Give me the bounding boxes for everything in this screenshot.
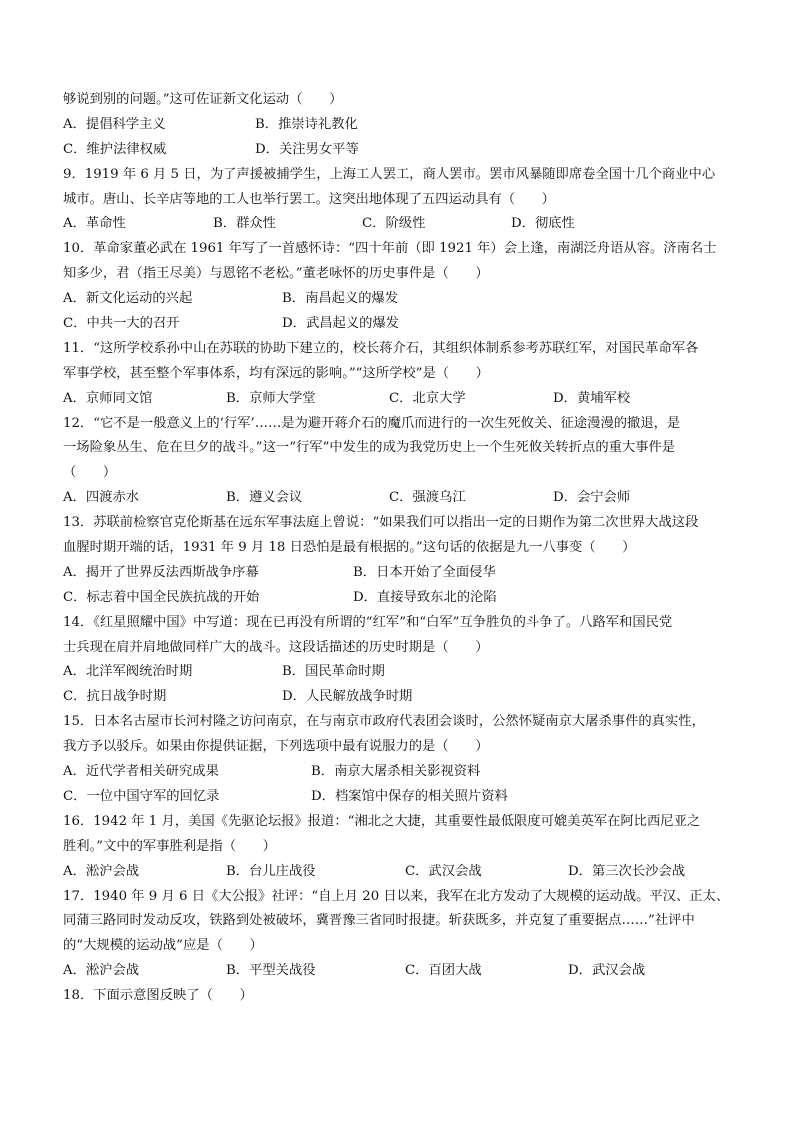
- q13-stem-line-2: 血腥时期开端的话，1931 年 9 月 18 日恐怕是最有根据的。”这句话的依据是九一八事变（ ）: [63, 540, 636, 556]
- q10-options-row-1: [63, 287, 743, 312]
- q11-option-d[interactable]: D．黄埔军校: [553, 390, 631, 406]
- q16-stem-line-2: 胜利。”文中的军事胜利是指（ ）: [63, 838, 276, 854]
- q15-option-a[interactable]: A．近代学者相关研究成果: [63, 764, 219, 780]
- q13-option-a[interactable]: A．揭开了世界反法西斯战争序幕: [63, 564, 259, 580]
- q12-option-b[interactable]: B．遵义会议: [226, 490, 303, 506]
- q13-options-row-2: [63, 586, 743, 611]
- q12-option-a[interactable]: A．四渡赤水: [63, 490, 140, 506]
- q10-option-b[interactable]: B．南昌起义的爆发: [282, 291, 399, 307]
- q14-options-row-2: [63, 685, 743, 710]
- q11-options-row: [63, 387, 743, 412]
- q14-stem-line-1: 14．《红星照耀中国》中写道：现在已再没有所谓的“红军”和“白军”互争胜负的斗争了。八路军和国民党: [63, 614, 673, 630]
- q10-option-d[interactable]: D．武昌起义的爆发: [282, 316, 400, 332]
- q10-option-c[interactable]: C．中共一大的召开: [63, 316, 180, 332]
- q15-option-c[interactable]: C．一位中国守军的回忆录: [63, 788, 220, 804]
- q9-option-b[interactable]: B．群众性: [213, 216, 276, 232]
- q8-option-d[interactable]: D．关注男女平等: [255, 141, 359, 157]
- q13-option-b[interactable]: B．日本开始了全面侵华: [353, 564, 496, 580]
- q9-stem-line-1: 9．1919 年 6 月 5 日，为了声援被捕学生，上海工人罢工，商人罢市。罢市风暴随即席卷全国十几个商业中心: [63, 166, 716, 182]
- q15-options-row-1: [63, 760, 743, 785]
- q18-stem: 18．下面示意图反映了（ ）: [63, 988, 253, 1004]
- q17-stem-line-1: 17．1940 年 9 月 6 日《大公报》社评：“自上月 20 日以来，我军在北方发动了大规模的运动战。平汉、正太、: [63, 888, 730, 904]
- q15-stem-line-2: 我方予以驳斥。如果由你提供证据，下列选项中最有说服力的是（ ）: [63, 739, 489, 755]
- q15-stem-line-1: 15．日本名古屋市长河村隆之访问南京，在与南京市政府代表团会谈时，公然怀疑南京大屠杀事件的真实性，: [63, 714, 705, 730]
- q12-option-c[interactable]: C．强渡乌江: [389, 490, 466, 506]
- q15-option-b[interactable]: B．南京大屠杀相关影视资料: [311, 764, 481, 780]
- q15-options-row-2: [63, 785, 743, 810]
- q9-option-d[interactable]: D．彻底性: [511, 216, 575, 232]
- q8-option-b[interactable]: B．推崇诗礼教化: [255, 116, 358, 132]
- q10-options-row-2: [63, 312, 743, 337]
- q17-option-a[interactable]: A．淞沪会战: [63, 963, 140, 979]
- q10-stem-line-2: 知多少，君（指王尽美）与恩铭不老松。”董老咏怀的历史事件是（ ）: [63, 266, 489, 282]
- q9-option-c[interactable]: C．阶级性: [362, 216, 426, 232]
- q17-option-c[interactable]: C．百团大战: [405, 963, 482, 979]
- q14-option-c[interactable]: C．抗日战争时期: [63, 689, 167, 705]
- q12-stem-line-2: 一场险象丛生、危在旦夕的战斗。”这一“行军”中发生的成为我党历史上一个生死攸关转折点的重大事件是: [63, 440, 676, 456]
- q15-option-d[interactable]: D．档案馆中保存的相关照片资料: [311, 788, 508, 804]
- q16-stem-line-1: 16．1942 年 1 月，美国《先驱论坛报》报道：“湘北之大捷，其重要性最低限度可媲美英军在阿比西尼亚之: [63, 813, 701, 829]
- q13-option-d[interactable]: D．直接导致东北的沦陷: [353, 589, 497, 605]
- q9-stem-line-2: 城市。唐山、长辛店等地的工人也举行罢工。这突出地体现了五四运动具有（ ）: [63, 191, 555, 207]
- q11-stem-line-2: 军事学校，甚至整个军事体系，均有深远的影响。”“这所学校”是（ ）: [63, 365, 489, 381]
- q11-option-c[interactable]: C．北京大学: [389, 390, 466, 406]
- q8-option-a[interactable]: A．提倡科学主义: [63, 116, 166, 132]
- q14-option-b[interactable]: B．国民革命时期: [282, 664, 385, 680]
- q11-option-a[interactable]: A．京师同文馆: [63, 390, 153, 406]
- q10-stem-line-1: 10．革命家董必武在 1961 年写了一首感怀诗：“四十年前（即 1921 年）会上逢，南湖泛舟语从容。济南名士: [63, 241, 717, 257]
- q17-option-d[interactable]: D．武汉会战: [568, 963, 646, 979]
- q14-option-d[interactable]: D．人民解放战争时期: [282, 689, 413, 705]
- q8-options-row-2: [63, 138, 743, 163]
- exam-page: [63, 88, 743, 1009]
- q12-option-d[interactable]: D．会宁会师: [553, 490, 631, 506]
- q13-options-row-1: [63, 561, 743, 586]
- q17-option-b[interactable]: B．平型关战役: [226, 963, 316, 979]
- q12-stem-line-1: 12．“它不是一般意义上的‘行军’……是为避开蒋介石的魔爪而进行的一次生死攸关、征途漫漫的撤退，是: [63, 415, 681, 431]
- q13-stem-line-1: 13．苏联前检察官克伦斯基在远东军事法庭上曾说：“如果我们可以指出一定的日期作为第二次世界大战这段: [63, 515, 699, 531]
- q9-option-a[interactable]: A．革命性: [63, 216, 126, 232]
- q10-option-a[interactable]: A．新文化运动的兴起: [63, 291, 193, 307]
- q12-stem-line-3: （ ）: [63, 465, 117, 481]
- q8-stem-tail: 够说到别的问题。”这可佐证新文化运动（ ）: [63, 92, 343, 107]
- q8-options-row-1: [63, 113, 743, 138]
- q16-option-c[interactable]: C．武汉会战: [405, 863, 482, 879]
- q8-option-c[interactable]: C．维护法律权威: [63, 141, 167, 157]
- q11-option-b[interactable]: B．京师大学堂: [226, 390, 316, 406]
- q16-options-row: [63, 860, 743, 885]
- q17-stem-line-2: 同蒲三路同时发动反攻，铁路到处被破坏，冀晋豫三省同时报捷。斩获既多，并克复了重要据点……”社评中: [63, 913, 695, 929]
- q9-options-row: [63, 212, 743, 237]
- q14-options-row-1: [63, 660, 743, 685]
- q17-options-row: [63, 959, 743, 984]
- q11-stem-line-1: 11．“这所学校系孙中山在苏联的协助下建立的，校长蒋介石，其组织体制系参考苏联红军，对国民革命军各: [63, 340, 699, 356]
- q16-option-d[interactable]: D．第三次长沙会战: [568, 863, 686, 879]
- q13-option-c[interactable]: C．标志着中国全民族抗战的开始: [63, 589, 260, 605]
- q14-stem-line-2: 士兵现在肩并肩地做同样广大的战斗。这段话描述的历史时期是（ ）: [63, 639, 489, 655]
- q16-option-a[interactable]: A．淞沪会战: [63, 863, 140, 879]
- q16-option-b[interactable]: B．台儿庄战役: [226, 863, 316, 879]
- q12-options-row: [63, 486, 743, 511]
- q17-stem-line-3: 的“大规模的运动战”应是（ ）: [63, 938, 263, 954]
- q14-option-a[interactable]: A．北洋军阀统治时期: [63, 664, 193, 680]
